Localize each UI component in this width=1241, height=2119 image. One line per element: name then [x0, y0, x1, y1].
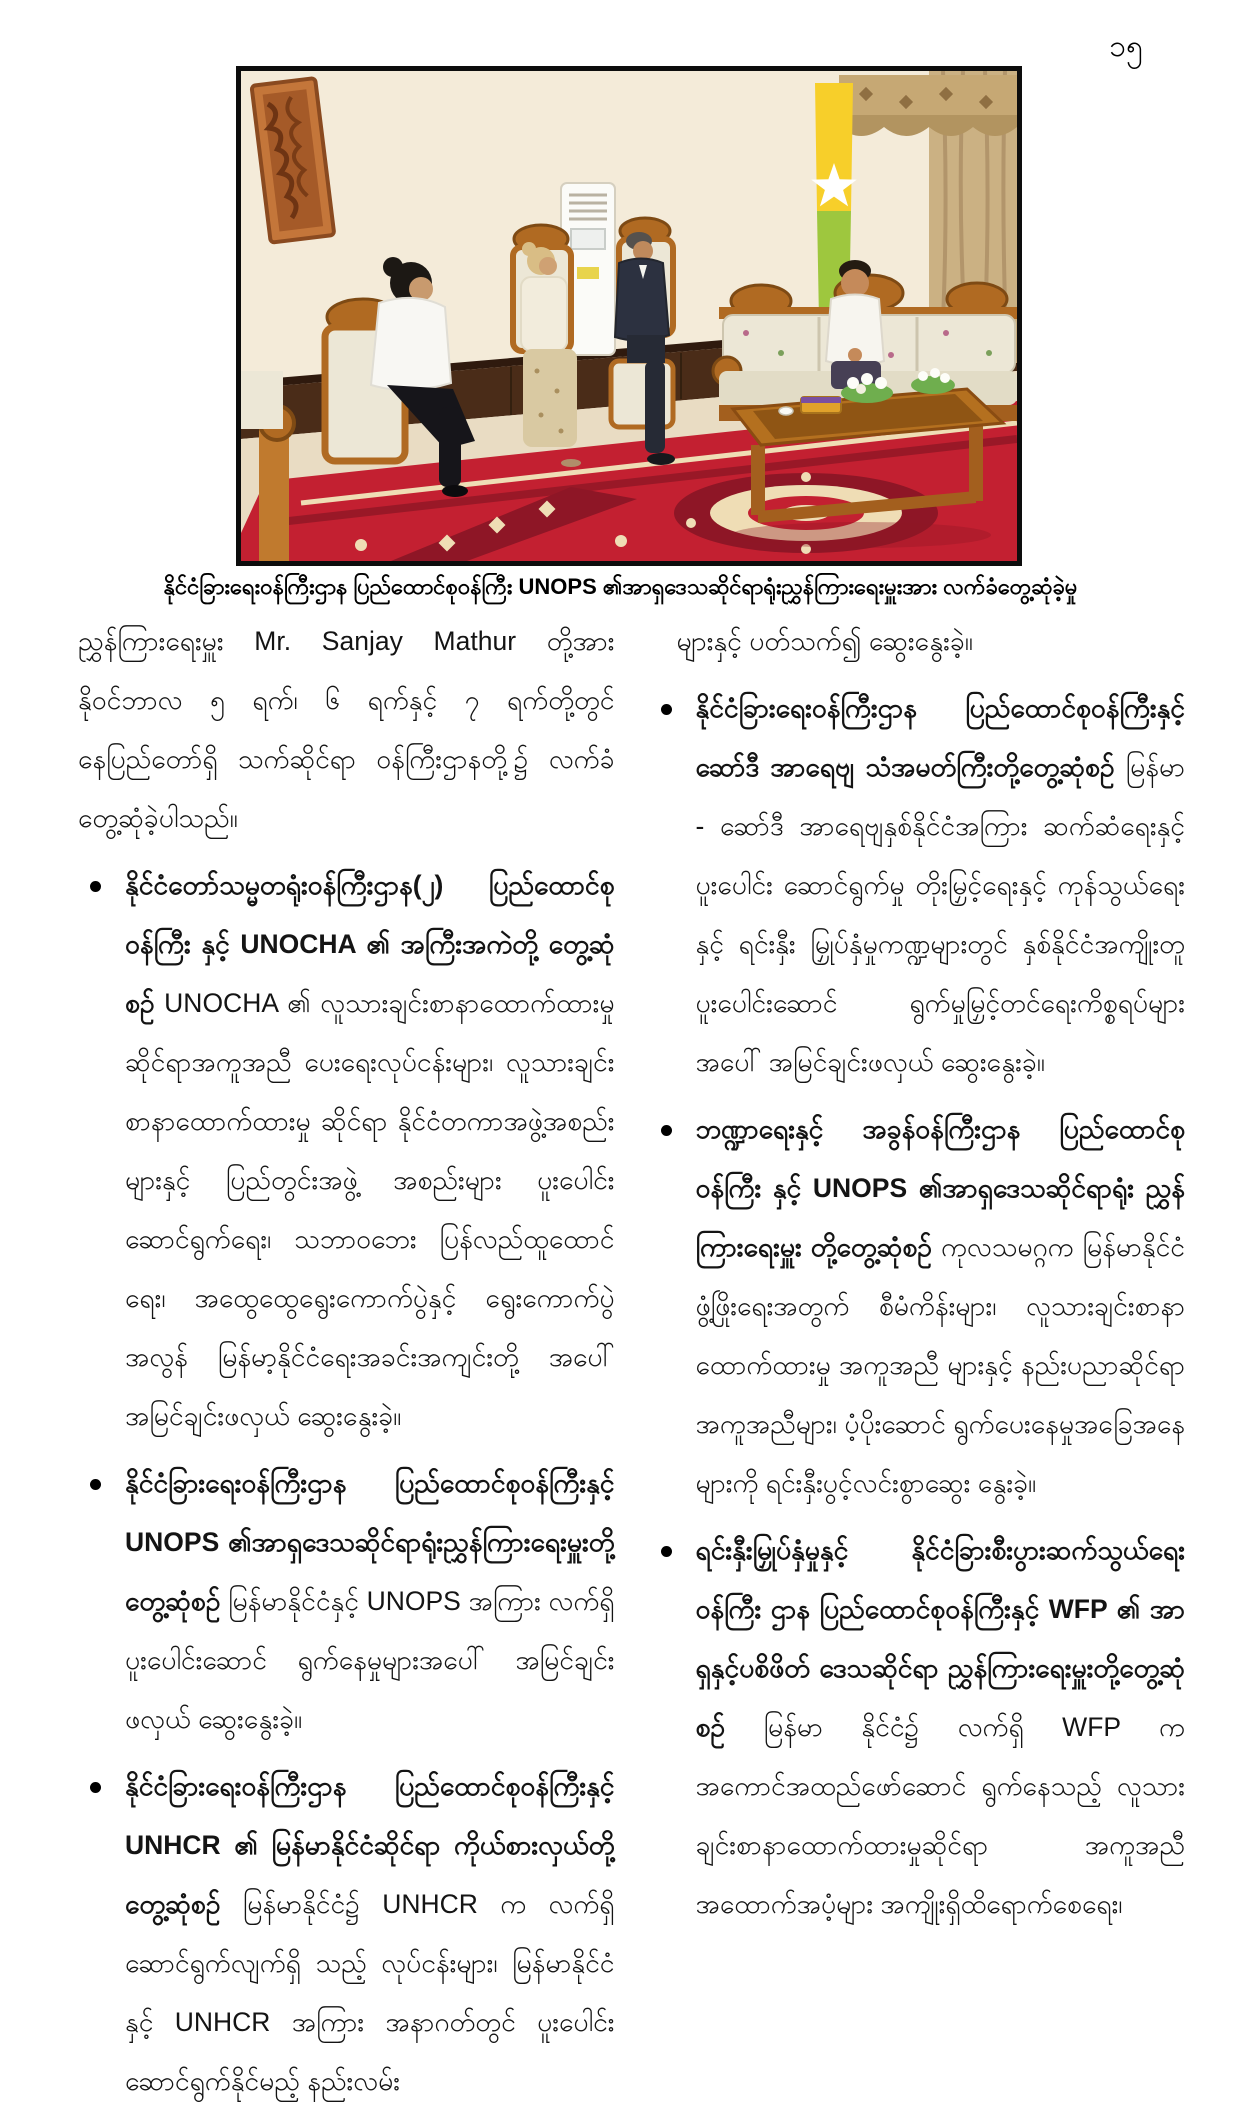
bullet-lead: နိုင်ငံခြားရေးဝန်ကြီးဌာန ပြည်ထောင်စုဝန်ကြီးနှင့် UNHCR ၏ မြန်မာနိုင်ငံဆိုင်ရာ ကိုယ်စားလှယ်တို့ တွေ့ဆုံစဉ်	[125, 1771, 615, 1919]
bullet-body: ကုလသမဂ္ဂက မြန်မာနိုင်ငံဖွံ့ဖြိုးရေးအတွက် စီမံကိန်းများ၊ လူသားချင်းစာနာထောက်ထားမှု အကူအညီ များနှင့် နည်းပညာဆိုင်ရာအကူအညီများ၊ ပံ့ပိုးဆောင် ရွက်ပေးနေမှုအခြေအနေများကို ရင်းနှီးပွင့်လင်းစွာဆွေး နွေးခဲ့။	[695, 1232, 1185, 1498]
official-face	[841, 269, 869, 297]
bullet-dot	[661, 1546, 672, 1557]
article-columns	[78, 612, 1185, 2119]
bullet-item-wfp	[649, 1521, 1186, 1934]
bullet-dot	[90, 881, 101, 892]
meeting-photo-illustration	[241, 71, 1017, 561]
bullet-text	[125, 1454, 615, 1749]
tissue-box	[801, 397, 841, 413]
bullet-item-finance-unops	[649, 1100, 1186, 1513]
right-column	[649, 612, 1186, 2119]
bullet-item-unhcr	[78, 1757, 615, 2111]
bullet-item-unops-mofa	[78, 1454, 615, 1749]
official-hands	[848, 348, 862, 362]
bullet-body: မြန်မာနိုင်ငံ၌ UNHCR က လက်ရှိဆောင်ရွက်လျက်ရှိ သည့် လုပ်ငန်းများ၊ မြန်မာနိုင်ငံနှင့် UNHCR အကြား အနာဂတ်တွင် ပူးပေါင်းဆောင်ရွက်နိုင်မည့် နည်းလမ်း	[125, 1889, 615, 2096]
bullet-dot	[90, 1479, 101, 1490]
meeting-photo	[236, 66, 1022, 566]
page-number: ၁၅	[1109, 30, 1143, 63]
bullet-text	[696, 1521, 1186, 1934]
photo-caption: နိုင်ငံခြားရေးဝန်ကြီးဌာန ပြည်ထောင်စုဝန်ကြီး UNOPS ၏အာရှဒေသဆိုင်ရာရုံးညွှန်ကြားရေးမှူးအား လက်ခံတွေ့ဆုံခဲ့မှု	[163, 574, 1078, 599]
bullet-lead: နိုင်ငံခြားရေးဝန်ကြီးဌာန ပြည်ထောင်စုဝန်ကြီးနှင့် ဆော်ဒီ အာရေဗျ သံအမတ်ကြီးတို့တွေ့ဆုံစဉ်	[695, 693, 1185, 782]
bullet-body: UNOCHA ၏ လူသားချင်းစာနာထောက်ထားမှုဆိုင်ရာအကူအညီ ပေးရေးလုပ်ငန်းများ၊ လူသားချင်းစာနာထောက်ထားမှု ဆိုင်ရာ နိုင်ငံတကာအဖွဲ့အစည်းများနှင့် ပြည်တွင်းအဖွဲ့ အစည်းများ ပူးပေါင်းဆောင်ရွက်ရေး၊ သဘာဝဘေး ပြန်လည်ထူထောင်ရေး၊ အထွေထွေရွေးကောက်ပွဲနှင့် ရွေးကောက်ပွဲအလွန် မြန်မာ့နိုင်ငံရေးအခင်းအကျင်းတို့ အပေါ် အမြင်ချင်းဖလှယ် ဆွေးနွေးခဲ့။	[125, 988, 615, 1431]
bullet-dot	[661, 1125, 672, 1136]
bullet-text	[696, 1100, 1186, 1513]
left-column	[78, 612, 615, 2119]
bullet-dot	[661, 704, 672, 715]
curtain-valance	[839, 75, 1017, 136]
intro-paragraph: ညွှန်ကြားရေးမှူး Mr. Sanjay Mathur တို့အား နိုဝင်ဘာလ ၅ ရက်၊ ၆ ရက်နှင့် ၇ ရက်တို့တွင် နေပြည်တော်ရှိ သက်ဆိုင်ရာ ဝန်ကြီးဌာနတို့၌ လက်ခံတွေ့ဆုံခဲ့ပါသည်။	[78, 626, 615, 833]
bullet-item-unocha	[78, 856, 615, 1446]
bullet-lead: ဘဏ္ဍာရေးနှင့် အခွန်ဝန်ကြီးဌာန ပြည်ထောင်စုဝန်ကြီး နှင့် UNOPS ၏အာရှဒေသဆိုင်ရာရုံး ညွှန်ကြားရေးမှူး တို့တွေ့ဆုံစဉ်	[695, 1114, 1185, 1262]
bullet-lead: ရင်းနှီးမြှုပ်နှံမှုနှင့် နိုင်ငံခြားစီးပွားဆက်သွယ်ရေးဝန်ကြီး ဌာန ပြည်ထောင်စုဝန်ကြီးနှင့် WFP ၏ အာရှနှင့်ပစိဖိတ် ဒေသဆိုင်ရာ ညွှန်ကြားရေးမှူးတို့တွေ့ဆုံစဉ်	[695, 1535, 1185, 1742]
bullet-text	[125, 856, 615, 1446]
bullet-lead: နိုင်ငံတော်သမ္မတရုံးဝန်ကြီးဌာန(၂) ပြည်ထောင်စုဝန်ကြီး နှင့် UNOCHA ၏ အကြီးအကဲတို့ တွေ့ဆုံစဉ်	[125, 870, 615, 1018]
continuation-paragraph: များနှင့် ပတ်သက်၍ ဆွေးနွေးခဲ့။	[676, 626, 973, 656]
bullet-body: မြန်မာနိုင်ငံနှင့် UNOPS အကြား လက်ရှိပူးပေါင်းဆောင် ရွက်နေမှုများအပေါ် အမြင်ချင်းဖလှယ် ဆွေးနွေးခဲ့။	[125, 1586, 615, 1734]
bullet-text	[696, 679, 1186, 1092]
bullet-body: မြန်မာ နိုင်ငံ၌ လက်ရှိ WFP က အကောင်အထည်ဖော်ဆောင် ရွက်နေသည့် လူသားချင်းစာနာထောက်ထားမှုဆိုင်ရာ အကူအညီအထောက်အပံ့များ အကျိုးရှိထိရောက်စေရေး၊	[695, 1712, 1185, 1919]
bullet-body: မြန်မာ - ဆော်ဒီ အာရေဗျနှစ်နိုင်ငံအကြား ဆက်ဆံရေးနှင့် ပူးပေါင်း ဆောင်ရွက်မှု တိုးမြှင့်ရေးနှင့် ကုန်သွယ်ရေးနှင့် ရင်းနှီး မြှုပ်နှံမှုကဏ္ဍများတွင် နှစ်နိုင်ငံအကျိုးတူပူးပေါင်းဆောင် ရွက်မှုမြှင့်တင်ရေးကိစ္စရပ်များအပေါ် အမြင်ချင်းဖလှယ် ဆွေးနွေးခဲ့။	[695, 752, 1185, 1077]
teacup	[779, 407, 793, 415]
bullet-item-saudi	[649, 679, 1186, 1092]
bullet-text	[125, 1757, 615, 2111]
bullet-lead: နိုင်ငံခြားရေးဝန်ကြီးဌာန ပြည်ထောင်စုဝန်ကြီးနှင့် UNOPS ၏အာရှဒေသဆိုင်ရာရုံးညွှန်ကြားရေးမှူးတို့ တွေ့ဆုံစဉ်	[125, 1468, 615, 1616]
bullet-dot	[90, 1782, 101, 1793]
